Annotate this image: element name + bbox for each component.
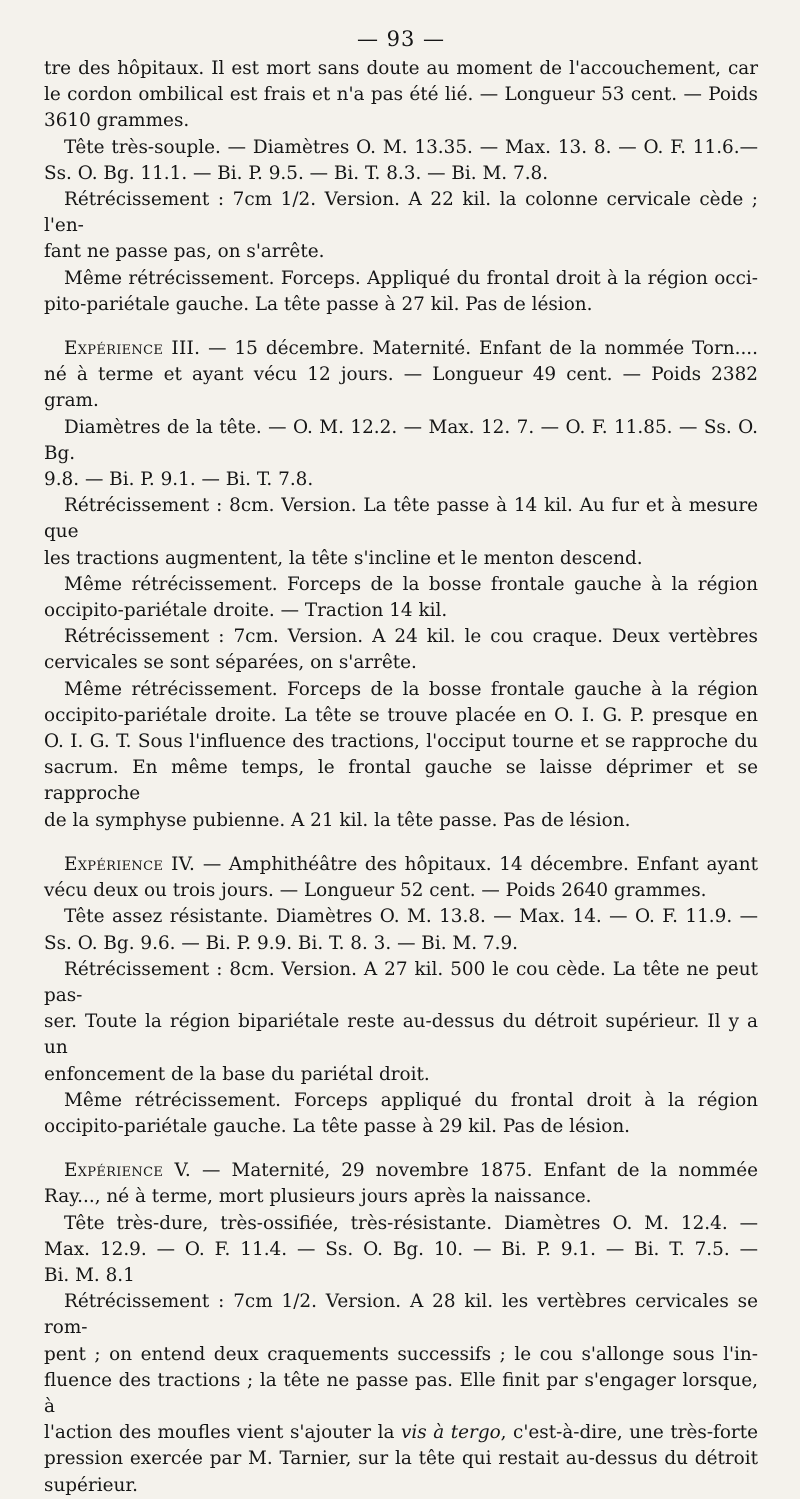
- text-line: pito-pariétale gauche. La tête passe à 27 kil. Pas de lésion.: [44, 293, 593, 315]
- text-line: enfoncement de la base du pariétal droit.: [44, 1063, 430, 1085]
- text-line: tre des hôpitaux. Il est mort sans doute au moment de l'accouchement, car: [44, 58, 758, 79]
- text-fragment: , c'est-à-dire, une très-forte: [500, 1422, 758, 1444]
- text-line: vécu deux ou trois jours. — Longueur 52 cent. — Poids 2640 grammes.: [44, 880, 707, 902]
- text-line: [44, 852, 758, 878]
- text-line: Ray..., né à terme, mort plusieurs jours après la naissance.: [44, 1186, 592, 1208]
- text-line: Rétrécissement : 7cm. Version. A 24 kil. le cou craque. Deux vertèbres: [64, 626, 758, 648]
- text-line: Même rétrécissement. Forceps. Appliqué du frontal droit à la région occi-: [64, 267, 758, 289]
- text-line: Même rétrécissement. Forceps de la bosse frontale gauche à la région: [64, 678, 758, 700]
- italic-phrase: vis à tergo: [401, 1422, 501, 1444]
- text-line: 9.8. — Bi. P. 9.1. — Bi. T. 7.8.: [44, 469, 314, 491]
- text-line: ser. Toute la région bipariétale reste au-dessus du détroit supérieur. Il y a un: [44, 1011, 758, 1059]
- text-line: Rétrécissement : 8cm. Version. La tête passe à 14 kil. Au fur et à mesure que: [44, 495, 758, 543]
- text-line: Rétrécissement : 8cm. Version. A 27 kil. 500 le cou cède. La tête ne peut pas-: [44, 958, 758, 1006]
- text-line: fant ne passe pas, on s'arrête.: [44, 241, 325, 263]
- text-fragment: l'action des moufles vient s'ajouter la: [44, 1422, 402, 1444]
- experiment-heading: Expérience III.: [64, 338, 201, 360]
- text-line: [44, 1420, 758, 1446]
- experiment-intro: — Amphithéâtre des hôpitaux. 14 décembre. Enfant ayant: [195, 853, 758, 875]
- page-number: — 93 —: [356, 27, 446, 51]
- text-line: occipito-pariétale droite. — Traction 14 kil.: [44, 600, 448, 622]
- text-line: Rétrécissement : 7cm 1/2. Version. A 22 kil. la colonne cervicale cède ; l'en-: [44, 189, 758, 237]
- experiment-heading: Expérience IV.: [64, 853, 196, 875]
- text-line: pression exercée par M. Tarnier, sur la tête qui restait au-dessus du détroit: [44, 1448, 758, 1470]
- text-line: supérieur.: [44, 1474, 138, 1496]
- experiment-ii-continuation: [44, 56, 758, 318]
- text-line: le cordon ombilical est frais et n'a pas été lié. — Longueur 53 cent. — Poids: [44, 84, 758, 106]
- experiment-heading: Expérience V.: [64, 1160, 191, 1182]
- text-line: Tête très-souple. — Diamètres O. M. 13.35. — Max. 13. 8. — O. F. 11.6.—: [64, 136, 758, 158]
- text-line: O. I. G. T. Sous l'influence des tractions, l'occiput tourne et se rapproche du: [44, 731, 758, 753]
- experiment-v: [44, 1158, 758, 1499]
- experiment-iii: [44, 336, 758, 834]
- experiment-intro: — 15 décembre. Maternité. Enfant de la nommée Torn....: [200, 338, 758, 360]
- text-line: Ss. O. Bg. 11.1. — Bi. P. 9.5. — Bi. T. 8.3. — Bi. M. 7.8.: [44, 162, 549, 184]
- text-line: cervicales se sont séparées, on s'arrête.: [44, 652, 417, 674]
- text-line: occipito-pariétale droite. La tête se trouve placée en O. I. G. P. presque en: [44, 704, 758, 726]
- experiment-iv: [44, 852, 758, 1140]
- experiment-intro: — Maternité, 29 novembre 1875. Enfant de la nommée: [191, 1160, 758, 1182]
- text-line: Ss. O. Bg. 9.6. — Bi. P. 9.9. Bi. T. 8. 3. — Bi. M. 7.9.: [44, 932, 519, 954]
- text-line: Tête très-dure, très-ossifiée, très-résistante. Diamètres O. M. 12.4. —: [64, 1212, 758, 1234]
- text-line: Tête assez résistante. Diamètres O. M. 13.8. — Max. 14. — O. F. 11.9. —: [64, 906, 758, 928]
- text-line: 3610 grammes.: [44, 110, 190, 132]
- text-line: Même rétrécissement. Forceps appliqué du frontal droit à la région: [64, 1089, 758, 1111]
- text-line: Bi. M. 8.1: [44, 1264, 135, 1286]
- text-line: sacrum. En même temps, le frontal gauche se laisse déprimer et se rapproche: [44, 757, 758, 805]
- text-line: Même rétrécissement. Forceps de la bosse frontale gauche à la région: [64, 573, 758, 595]
- text-line: de la symphyse pubienne. A 21 kil. la tête passe. Pas de lésion.: [44, 809, 631, 831]
- text-line: pent ; on entend deux craquements successifs ; le cou s'allonge sous l'in-: [44, 1343, 758, 1365]
- text-line: né à terme et ayant vécu 12 jours. — Longueur 49 cent. — Poids 2382 gram.: [44, 364, 758, 412]
- text-line: fluence des tractions ; la tête ne passe pas. Elle finit par s'engager lorsque, à: [44, 1369, 758, 1417]
- text-line: [44, 336, 758, 362]
- text-line: occipito-pariétale gauche. La tête passe à 29 kil. Pas de lésion.: [44, 1115, 631, 1137]
- text-line: [44, 1158, 758, 1184]
- text-line: Diamètres de la tête. — O. M. 12.2. — Max. 12. 7. — O. F. 11.85. — Ss. O. Bg.: [44, 416, 758, 464]
- text-line: les tractions augmentent, la tête s'incline et le menton descend.: [44, 547, 643, 569]
- text-line: Rétrécissement : 7cm 1/2. Version. A 28 kil. les vertèbres cervicales se rom-: [44, 1291, 758, 1339]
- text-line: Max. 12.9. — O. F. 11.4. — Ss. O. Bg. 10. — Bi. P. 9.1. — Bi. T. 7.5. —: [44, 1238, 758, 1260]
